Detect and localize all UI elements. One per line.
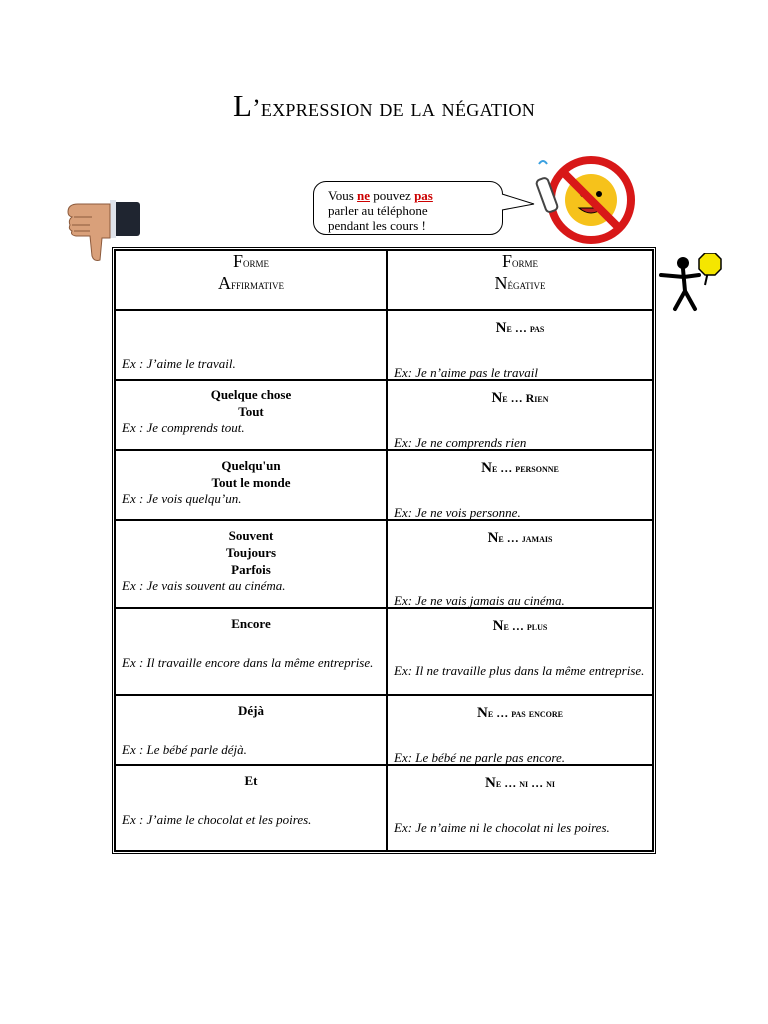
speech-bubble-tail <box>500 190 536 220</box>
affirmative-word: Tout le monde <box>211 475 291 490</box>
affirmative-word: Encore <box>231 616 271 631</box>
table-row <box>115 450 653 520</box>
table-row <box>115 310 653 380</box>
affirmative-cell <box>115 608 387 695</box>
table-row <box>115 695 653 765</box>
negative-form: Ne … ni … ni <box>485 775 555 791</box>
affirmative-cell <box>115 380 387 450</box>
negative-example: Ex: Il ne travaille plus dans la même entreprise. <box>394 663 645 678</box>
negation-table <box>112 247 656 854</box>
table-row <box>115 520 653 608</box>
affirmative-word: Tout <box>238 404 264 419</box>
affirmative-example: Ex : Le bébé parle déjà. <box>122 742 247 757</box>
affirmative-word: Souvent <box>228 528 274 543</box>
negative-form: Ne … Rien <box>491 390 549 406</box>
affirmative-word: Quelque chose <box>210 387 292 402</box>
affirmative-example: Ex : Je comprends tout. <box>122 420 245 435</box>
negative-cell <box>387 450 653 520</box>
negative-example: Ex: Je ne vois personne. <box>394 505 521 520</box>
negative-form: Ne … personne <box>481 460 559 476</box>
negative-example: Ex: Je ne vais jamais au cinéma. <box>394 593 565 608</box>
negative-example: Ex: Je n’aime ni le chocolat ni les poires. <box>394 820 610 835</box>
affirmative-word: Déjà <box>238 703 264 718</box>
table-row <box>115 765 653 851</box>
affirmative-word: Et <box>244 773 258 788</box>
header-affirmative: Forme Affirmative <box>115 250 387 310</box>
header-negative: Forme Négative <box>387 250 653 310</box>
negative-cell <box>387 310 653 380</box>
speech-bubble: Vous ne pouvez pas parler au téléphone pendant les cours ! <box>313 181 503 235</box>
table-row <box>115 380 653 450</box>
page-title: L’expression de la négation <box>232 88 536 123</box>
negative-form: Ne … pas <box>495 320 545 336</box>
negative-cell <box>387 520 653 608</box>
negative-cell <box>387 380 653 450</box>
affirmative-example: Ex : Il travaille encore dans la même entreprise. <box>122 655 374 670</box>
affirmative-example: Ex : J’aime le chocolat et les poires. <box>122 812 312 827</box>
negative-example: Ex: Je ne comprends rien <box>394 435 527 450</box>
negative-form: Ne … jamais <box>487 530 553 546</box>
stop-sign-figure-icon <box>655 253 727 315</box>
affirmative-word: Parfois <box>231 562 271 577</box>
affirmative-cell <box>115 520 387 608</box>
affirmative-word: Toujours <box>225 545 277 560</box>
table-row <box>115 608 653 695</box>
affirmative-example: Ex : Je vois quelqu’un. <box>122 491 242 506</box>
no-phone-icon <box>533 150 643 250</box>
negative-example: Ex: Le bébé ne parle pas encore. <box>394 750 565 765</box>
negative-cell <box>387 608 653 695</box>
negative-example: Ex: Je n’aime pas le travail <box>394 365 539 380</box>
negative-form: Ne … pas encore <box>477 705 563 721</box>
negative-form: Ne … plus <box>492 618 548 634</box>
affirmative-word: Quelqu'un <box>221 458 281 473</box>
affirmative-cell <box>115 450 387 520</box>
affirmative-cell <box>115 695 387 765</box>
affirmative-cell <box>115 765 387 851</box>
affirmative-example: Ex : J’aime le travail. <box>122 356 236 371</box>
affirmative-example: Ex : Je vais souvent au cinéma. <box>122 578 286 593</box>
negative-cell <box>387 765 653 851</box>
negative-cell <box>387 695 653 765</box>
affirmative-cell <box>115 310 387 380</box>
